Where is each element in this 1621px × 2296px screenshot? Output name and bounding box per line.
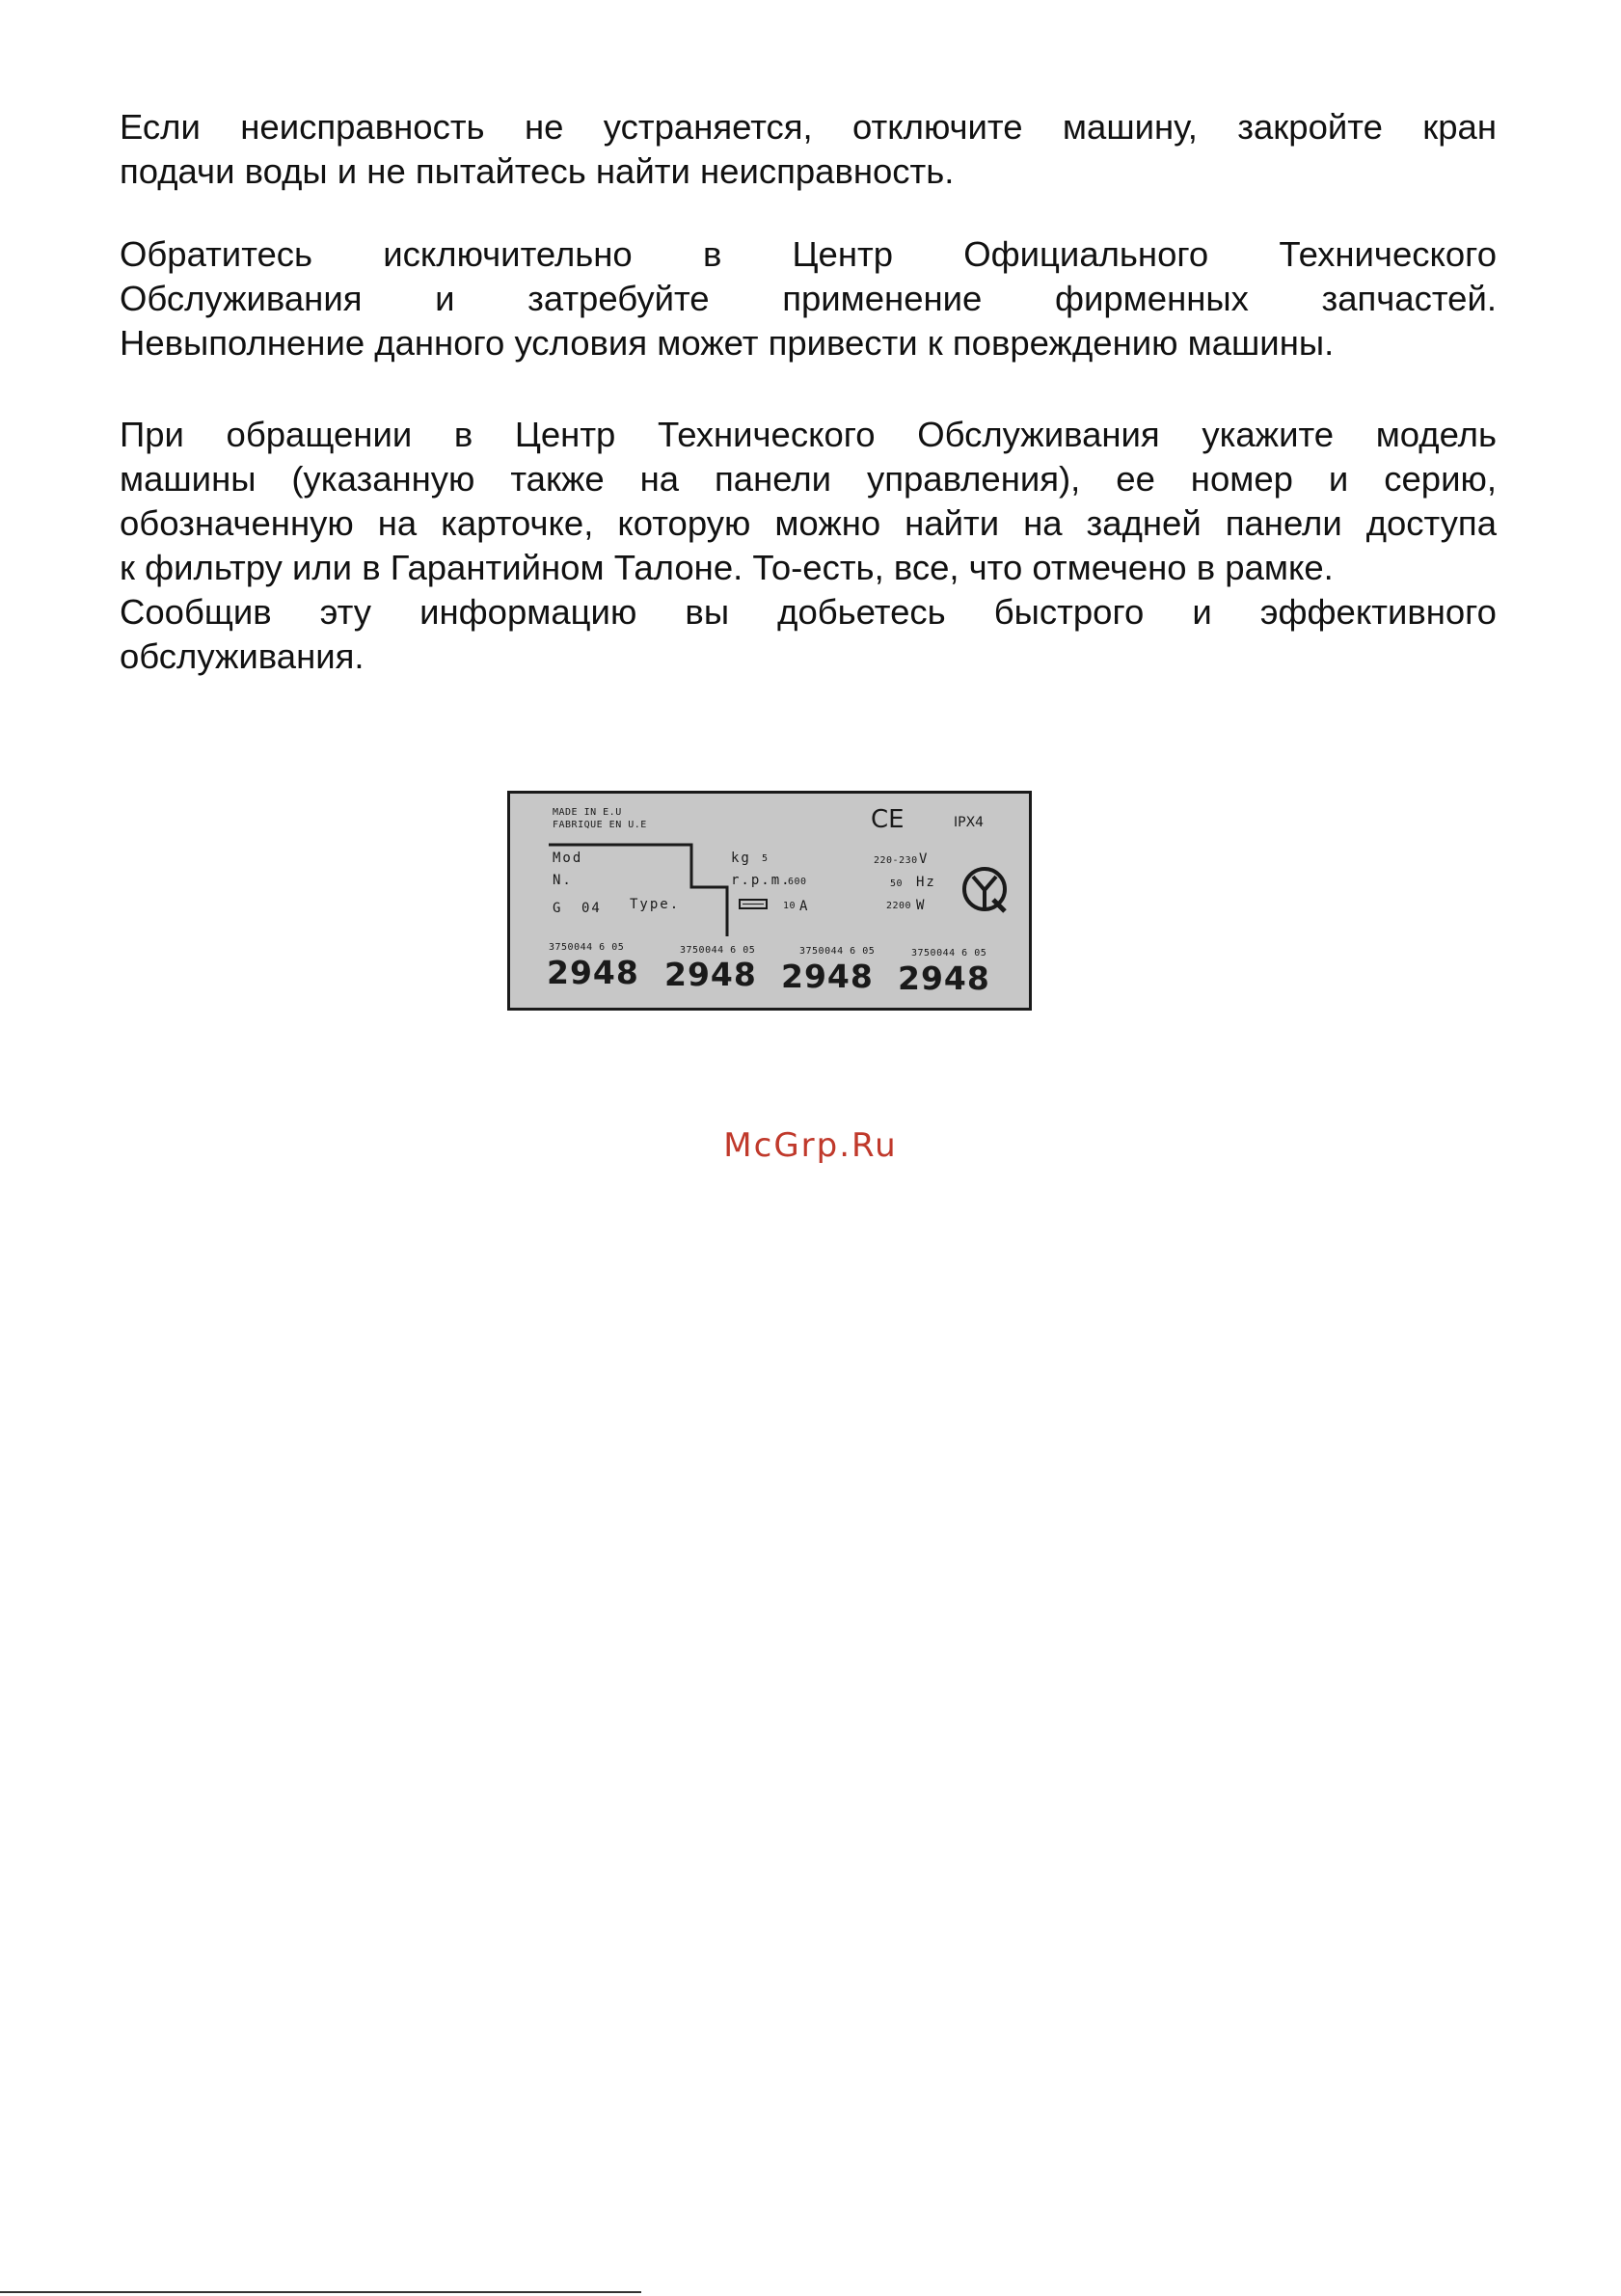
- plate-power-value: 2200: [886, 901, 912, 911]
- plate-rpm-value: 600: [788, 877, 807, 887]
- plate-n-label: N.: [553, 873, 573, 888]
- paragraph-service-center: [120, 232, 1497, 365]
- plate-code-small: 3750044 6 05: [911, 948, 987, 959]
- bottom-divider: [0, 2291, 641, 2293]
- plate-code-small: 3750044 6 05: [549, 942, 625, 953]
- paragraph-line: Обслуживания и затребуйте применение фирменных запчастей.: [120, 279, 1497, 318]
- certification-mark-icon: [960, 865, 1011, 915]
- plate-g-label: G: [553, 901, 563, 916]
- plate-code-big: 2948: [664, 956, 757, 993]
- rating-plate: [507, 791, 1032, 1011]
- plate-made-in: MADE IN E.U: [553, 807, 622, 818]
- plate-code-small: 3750044 6 05: [799, 946, 876, 957]
- paragraph-line: При обращении в Центр Технического Обслуживания укажите модель: [120, 415, 1497, 454]
- plate-voltage-unit: V: [919, 851, 930, 867]
- paragraph-line: Если неисправность не устраняется, отключите машину, закройте кран: [120, 107, 1497, 147]
- paragraph-line: обслуживания.: [120, 636, 365, 676]
- plate-fuse-unit: A: [799, 899, 810, 914]
- paragraph-line: машины (указанную также на панели управления), ее номер и серию,: [120, 459, 1497, 499]
- paragraph-model-info: [120, 413, 1497, 679]
- watermark-text: McGrp.Ru: [723, 1126, 898, 1165]
- paragraph-line: Обратитесь исключительно в Центр Официального Технического: [120, 234, 1497, 274]
- ce-mark-icon: CE: [871, 805, 905, 834]
- plate-type-label: Type.: [630, 897, 681, 912]
- plate-kg-label: kg: [731, 851, 751, 866]
- plate-mod-label: Mod: [553, 851, 583, 866]
- plate-fuse-value: 10: [783, 901, 797, 911]
- plate-power-unit: W: [916, 898, 927, 913]
- paragraph-line: обозначенную на карточке, которую можно найти на задней панели доступа: [120, 503, 1497, 543]
- fuse-icon: [739, 899, 768, 909]
- paragraph-line: подачи воды и не пытайтесь найти неисправность.: [120, 151, 955, 191]
- plate-g-value: 04: [581, 901, 602, 916]
- plate-code-big: 2948: [547, 954, 639, 991]
- plate-freq-value: 50: [890, 878, 904, 889]
- paragraph-line: Невыполнение данного условия может привести к повреждению машины.: [120, 323, 1335, 363]
- plate-ipx-rating: IPX4: [954, 815, 985, 830]
- paragraph-fault-persists: [120, 105, 1497, 194]
- plate-code-small: 3750044 6 05: [680, 945, 756, 956]
- paragraph-line: Сообщив эту информацию вы добьетесь быстрого и эффективного: [120, 592, 1497, 632]
- plate-kg-value: 5: [762, 853, 769, 864]
- plate-code-big: 2948: [781, 958, 874, 995]
- plate-rpm-label: r.p.m.: [731, 873, 792, 888]
- plate-voltage-value: 220-230: [874, 855, 918, 866]
- plate-fabrique: FABRIQUE EN U.E: [553, 820, 647, 830]
- paragraph-line: к фильтру или в Гарантийном Талоне. То-есть, все, что отмечено в рамке.: [120, 548, 1334, 587]
- plate-freq-unit: Hz: [916, 875, 936, 890]
- plate-code-big: 2948: [898, 959, 990, 997]
